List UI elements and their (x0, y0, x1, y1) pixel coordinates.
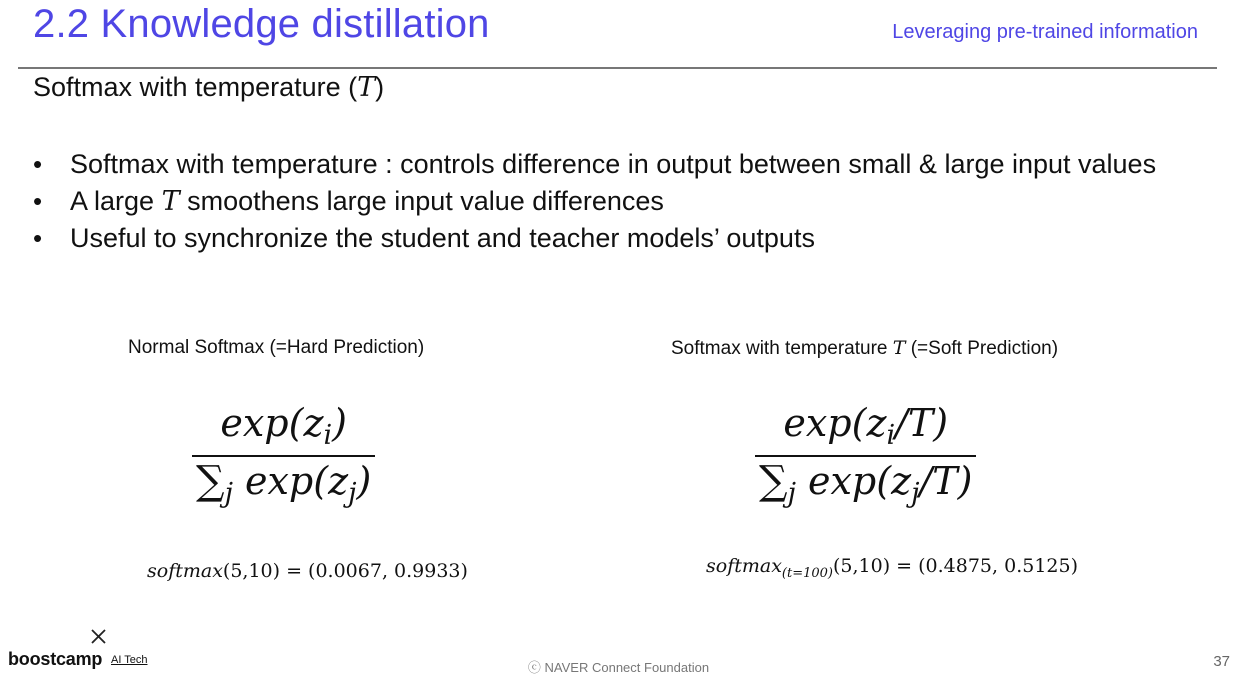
soft-softmax-result (706, 555, 1078, 581)
result-values: (5,10) = (0.4875, 0.5125) (833, 555, 1078, 577)
hard-softmax-formula (192, 401, 388, 509)
page-number: 37 (1213, 653, 1230, 670)
bullet-list (33, 148, 1163, 259)
section-heading-label: Softmax with temperature ( (33, 72, 358, 102)
bullet-dot-icon: • (33, 186, 43, 216)
formula-denominator: $\sum_j$ $\exp(z_j/T)$ (759, 458, 973, 509)
soft-softmax-formula (755, 401, 995, 509)
copyright-notice: ⓒ NAVER Connect Foundation (527, 660, 710, 675)
bullet-text: Useful to synchronize the student and teacher models’ outputs (70, 223, 815, 253)
slide-subtitle: Leveraging pre-trained information (892, 21, 1198, 43)
bullet-text: Softmax with temperature : controls difference in output between small & large input values (70, 149, 1157, 179)
header-divider (18, 67, 1217, 69)
slide-title: 2.2 Knowledge distillation (33, 2, 490, 46)
soft-softmax-caption: Softmax with temperature T (=Soft Prediction) (671, 337, 1059, 359)
bullet-dot-icon: • (33, 149, 43, 179)
hard-softmax-caption: Normal Softmax (=Hard Prediction) (128, 337, 425, 358)
bullet-symbol: T (161, 186, 180, 217)
formula-denominator: $\sum_j$ $\exp(z_j)$ (196, 458, 372, 509)
bullet-item (33, 148, 1163, 181)
logo-tag: AI Tech (111, 654, 148, 666)
bullet-item (33, 222, 1163, 255)
bullet-dot-icon: • (33, 223, 43, 253)
logo-wordmark: boostcamp (8, 649, 103, 669)
hard-softmax-result (147, 560, 468, 582)
bullet-text-before: A large (70, 186, 162, 216)
result-values: (5,10) = (0.0067, 0.9933) (222, 560, 468, 582)
bullet-text-after: smoothens large input value differences (179, 186, 664, 216)
section-heading-close: ) (375, 72, 385, 102)
section-heading (33, 72, 384, 103)
formula-numerator: $\exp(z_i)$ (220, 401, 347, 451)
close-x-icon (86, 627, 116, 647)
result-function: softmax (706, 555, 782, 577)
formula-numerator: $\exp(z_i/T)$ (783, 401, 949, 451)
result-function: softmax (147, 560, 223, 582)
section-heading-symbol: T (357, 72, 376, 103)
bullet-item (33, 185, 1163, 218)
result-subscript: (t=100) (781, 566, 833, 581)
